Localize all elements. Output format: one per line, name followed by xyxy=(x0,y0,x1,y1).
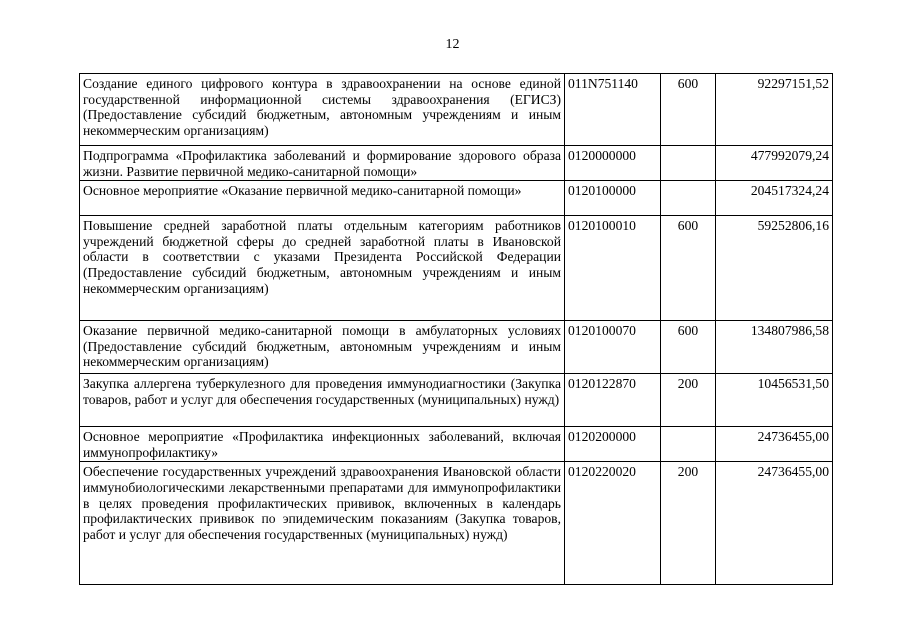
target-article-code: 0120220020 xyxy=(565,462,661,585)
expense-type-code: 200 xyxy=(661,462,716,585)
amount-value: 204517324,24 xyxy=(716,181,833,216)
expense-type-code xyxy=(661,427,716,462)
expense-name: Закупка аллергена туберкулезного для проведения иммунодиагностики (Закупка товаров, работ и услуг для обеспечения государственных (муниципальных) нужд) xyxy=(80,374,565,427)
amount-value: 134807986,58 xyxy=(716,321,833,374)
table-row xyxy=(80,462,833,585)
expense-name: Основное мероприятие «Профилактика инфекционных заболеваний, включая иммунопрофилактику» xyxy=(80,427,565,462)
expense-type-code: 600 xyxy=(661,74,716,146)
amount-value: 92297151,52 xyxy=(716,74,833,146)
amount-value: 24736455,00 xyxy=(716,427,833,462)
table-row xyxy=(80,216,833,321)
target-article-code: 0120000000 xyxy=(565,146,661,181)
amount-value: 24736455,00 xyxy=(716,462,833,585)
budget-table xyxy=(79,73,833,585)
table-row xyxy=(80,374,833,427)
table-row xyxy=(80,427,833,462)
expense-type-code xyxy=(661,181,716,216)
amount-value: 477992079,24 xyxy=(716,146,833,181)
page-number: 12 xyxy=(445,37,460,52)
expense-name: Обеспечение государственных учреждений здравоохранения Ивановской области иммунобиологическими лекарственными препаратами для иммунопрофилактики в целях проведения профилактических прививок, включенных в календарь профилактических прививок по эпидемическим показаниям (Закупка товаров, работ и услуг для обеспечения государственных (муниципальных) нужд) xyxy=(80,462,565,585)
table-row xyxy=(80,146,833,181)
expense-type-code xyxy=(661,146,716,181)
target-article-code: 011N751140 xyxy=(565,74,661,146)
target-article-code: 0120122870 xyxy=(565,374,661,427)
expense-type-code: 600 xyxy=(661,321,716,374)
target-article-code: 0120100000 xyxy=(565,181,661,216)
target-article-code: 0120200000 xyxy=(565,427,661,462)
expense-name: Создание единого цифрового контура в здравоохранении на основе единой государственной информационной системы здравоохранения (ЕГИСЗ) (Предоставление субсидий бюджетным, автономным учреждениям и иным некоммерческим организациям) xyxy=(80,74,565,146)
target-article-code: 0120100070 xyxy=(565,321,661,374)
amount-value: 10456531,50 xyxy=(716,374,833,427)
expense-name: Подпрограмма «Профилактика заболеваний и формирование здорового образа жизни. Развитие первичной медико-санитарной помощи» xyxy=(80,146,565,181)
amount-value: 59252806,16 xyxy=(716,216,833,321)
table-row xyxy=(80,74,833,146)
expense-name: Повышение средней заработной платы отдельным категориям работников учреждений бюджетной сферы до средней заработной платы в Ивановской области в соответствии с указами Президента Российской Федерации (Предоставление субсидий бюджетным, автономным учреждениям и иным некоммерческим организациям) xyxy=(80,216,565,321)
target-article-code: 0120100010 xyxy=(565,216,661,321)
expense-name: Оказание первичной медико-санитарной помощи в амбулаторных условиях (Предоставление субсидий бюджетным, автономным учреждениям и иным некоммерческим организациям) xyxy=(80,321,565,374)
table-row xyxy=(80,181,833,216)
expense-name: Основное мероприятие «Оказание первичной медико-санитарной помощи» xyxy=(80,181,565,216)
expense-type-code: 200 xyxy=(661,374,716,427)
expense-type-code: 600 xyxy=(661,216,716,321)
table-row xyxy=(80,321,833,374)
